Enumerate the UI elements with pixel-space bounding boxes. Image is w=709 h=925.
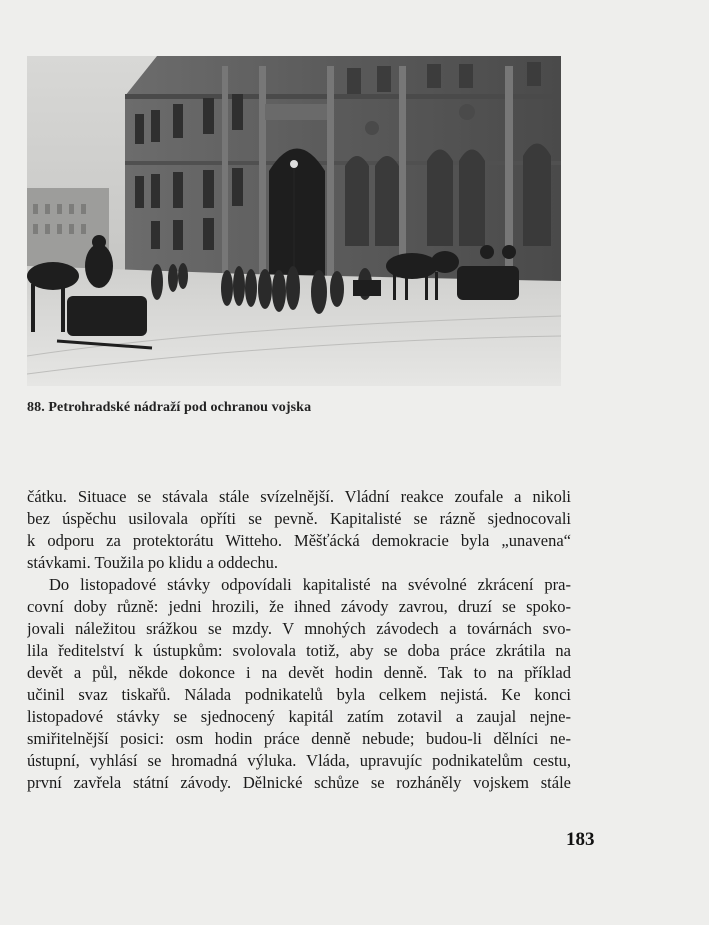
figure-caption: 88. Petrohradské nádraží pod ochranou vojska xyxy=(27,400,312,415)
text-line: bez úspěchu usilovala opříti se pevně. Kapitalisté se rázně sjednocovali xyxy=(27,509,571,528)
body-text xyxy=(27,486,571,794)
page-number: 183 xyxy=(566,829,595,850)
text-line: ústupní, vyhlásí se hromadná výluka. Vláda, upravujíc podnikatelům cestu, xyxy=(27,751,571,770)
text-line: čátku. Situace se stávala stále svízelnější. Vládní reakce zoufale a nikoli xyxy=(27,487,571,506)
text-line: devět a půl, někde dokonce i na devět hodin denně. Tak to na příklad xyxy=(27,663,571,682)
text-line: covní doby různě: jedni hrozili, že ihned závody zavrou, druzí se spoko- xyxy=(27,597,571,616)
text-line: smiřitelnější posici: osm hodin práce denně nebude; budou-li dělníci ne- xyxy=(27,729,571,748)
text-line: lila ředitelství k ústupkům: svolovala totiž, aby se doba práce zkrátila na xyxy=(27,641,571,660)
text-line: první zavřela státní závody. Dělnické schůze se rozháněly vojskem stále xyxy=(27,773,571,792)
text-line: stávkami. Toužila po klidu a oddechu. xyxy=(27,553,279,572)
photograph-station-under-guard xyxy=(27,56,561,386)
photo-illustration xyxy=(27,56,561,386)
text-line: jovali náležitou srážkou se mzdy. V mnohých závodech a továrnách svo- xyxy=(27,619,571,638)
text-line: Do listopadové stávky odpovídali kapitalisté na svévolné zkrácení pra- xyxy=(49,575,571,594)
text-line: listopadové stávky se sjednocený kapitál zatím zotavil a zaujal nejne- xyxy=(27,707,571,726)
text-line: učinil svaz tiskařů. Nálada podnikatelů byla celkem nejistá. Ke konci xyxy=(27,685,571,704)
text-line: k odporu za protektorátu Witteho. Měšťácká demokracie byla „unavena“ xyxy=(27,531,571,550)
